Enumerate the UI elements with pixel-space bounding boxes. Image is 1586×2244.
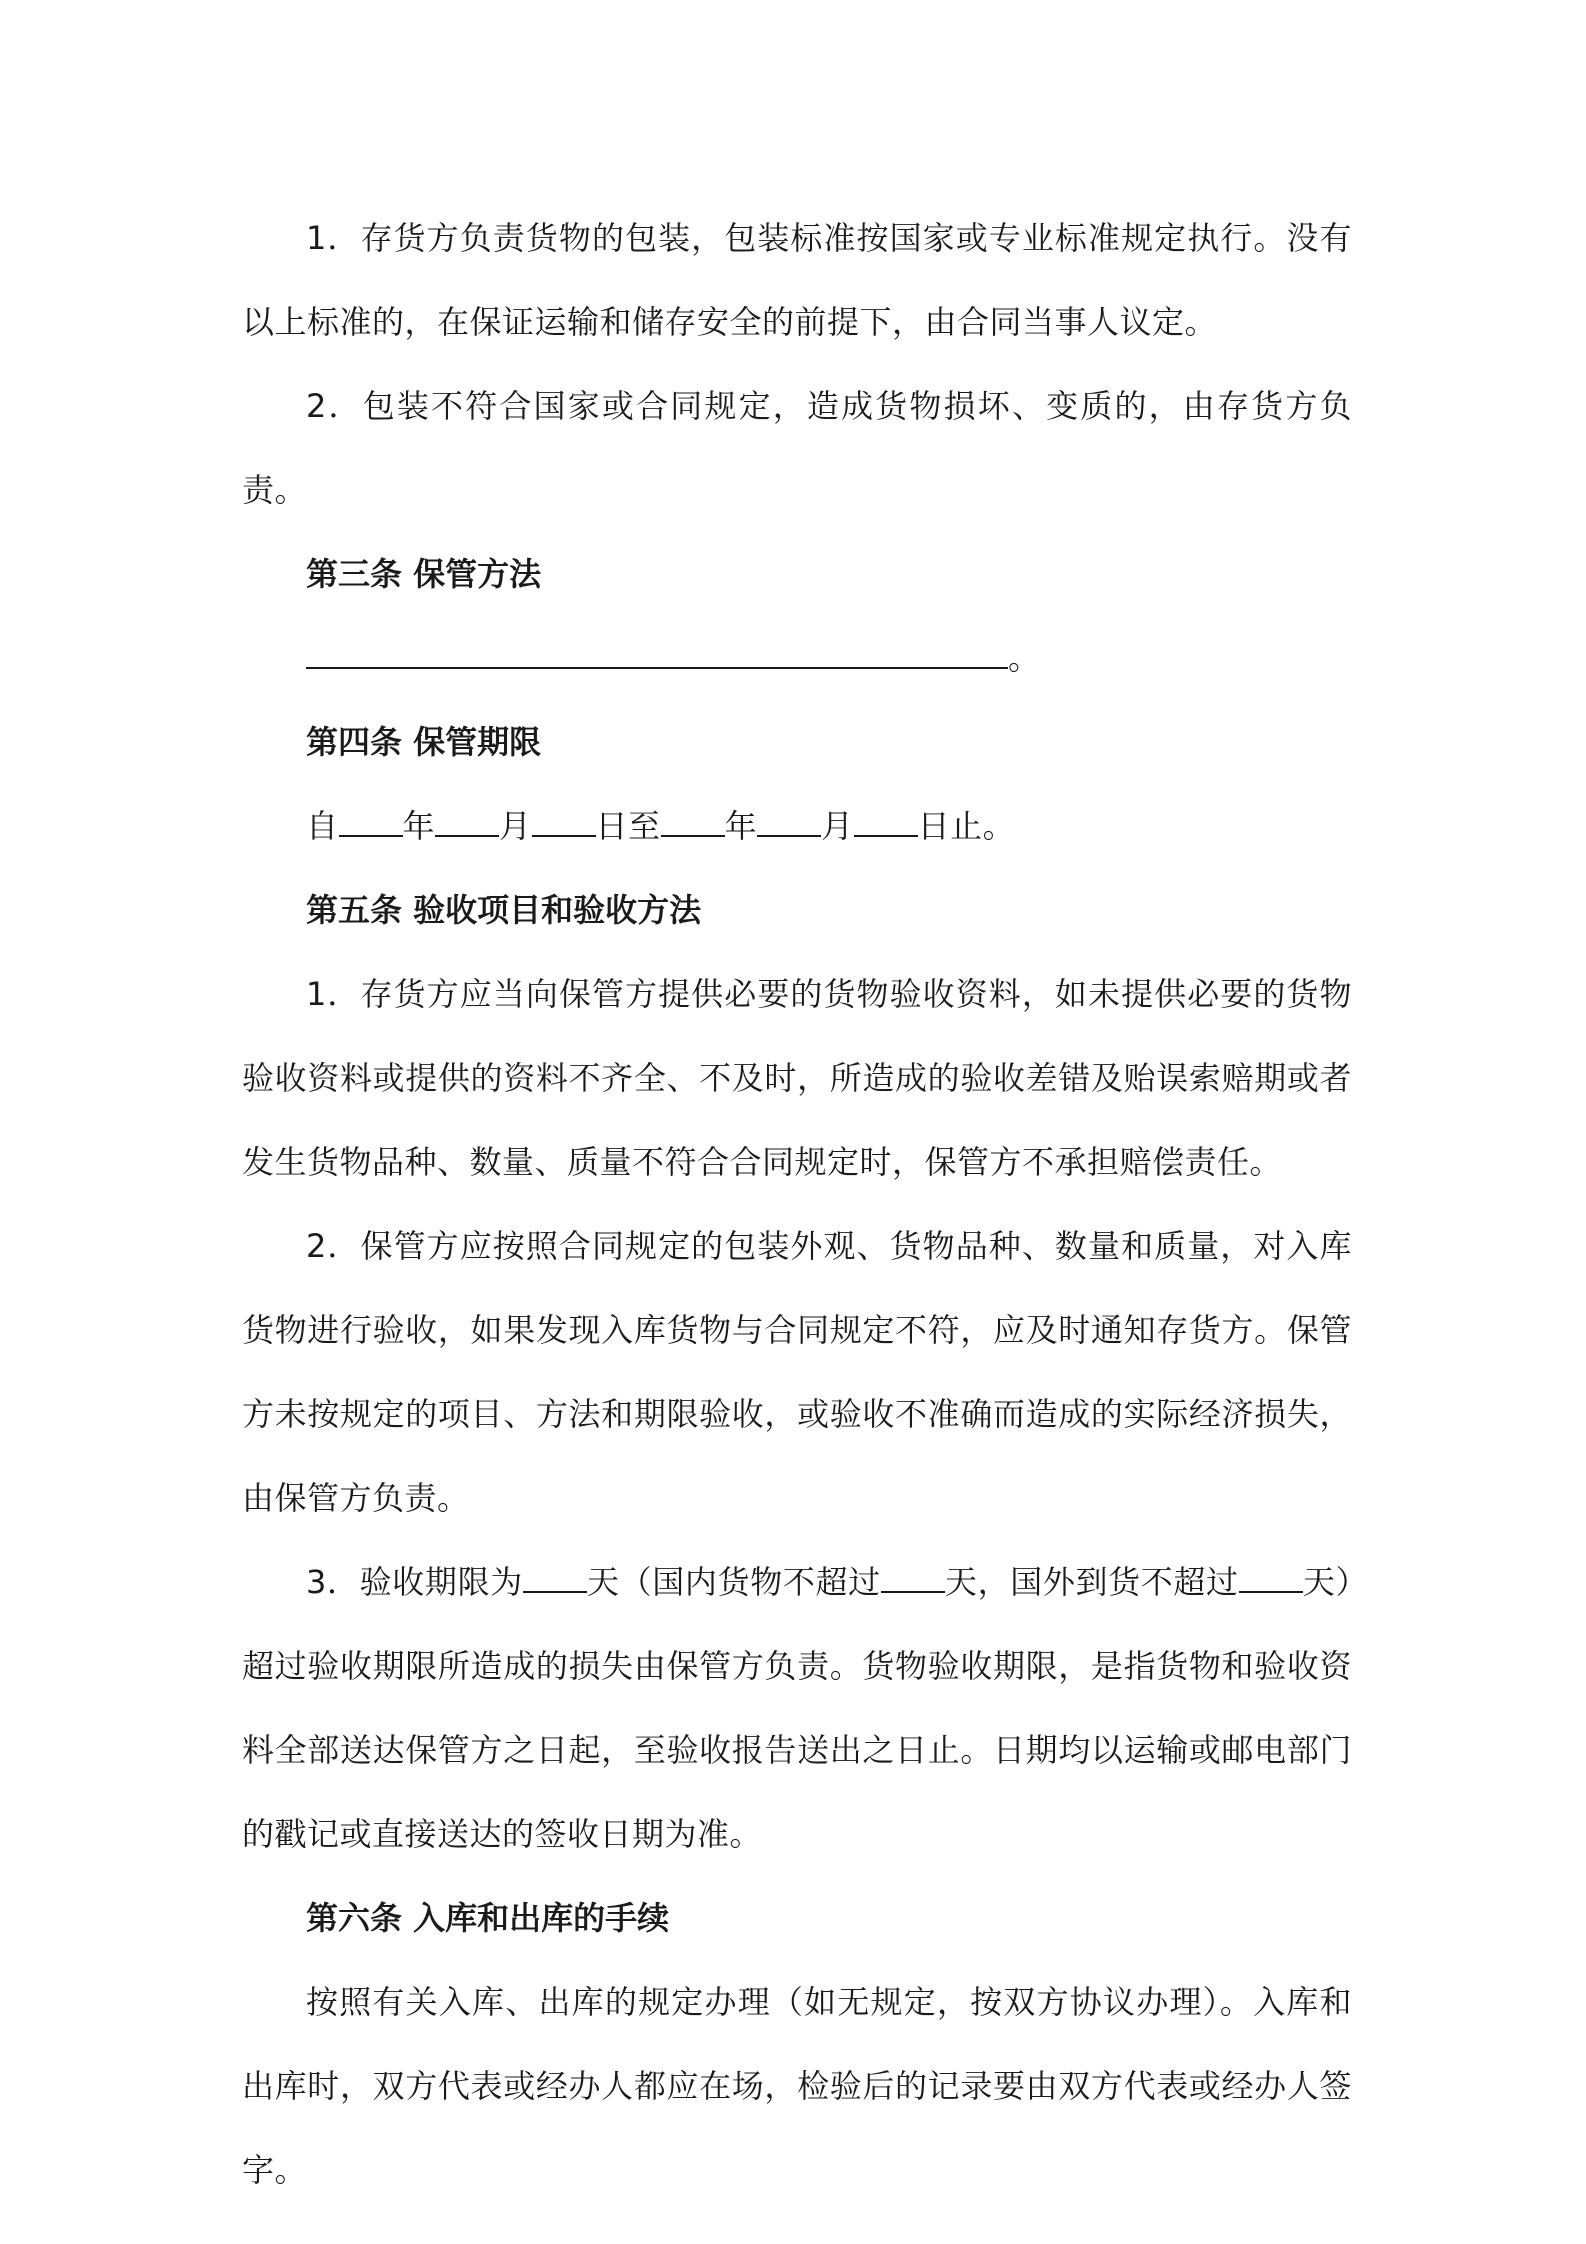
text-from: 自 bbox=[306, 807, 339, 845]
art3-period: 。 bbox=[1008, 639, 1041, 677]
blank-field[interactable] bbox=[339, 805, 403, 837]
art3-blank-line bbox=[242, 616, 1352, 700]
blank-field[interactable] bbox=[881, 1561, 945, 1593]
art5-heading: 第五条 验收项目和验收方法 bbox=[306, 891, 702, 929]
text-fragment: 天）超过验收期限所造成的损失由保管方负责。货物验收期限，是指货物和验收资料全部送达保管方之日起，至验收报告送出之日止。日期均以运输或邮电部门的戳记或直接送达的签收日期为准。 bbox=[242, 1563, 1352, 1853]
text-fragment: 天（国内货物不超过 bbox=[586, 1563, 881, 1601]
text-year: 年 bbox=[724, 807, 758, 845]
text-month: 月 bbox=[499, 807, 532, 845]
text-year: 年 bbox=[402, 807, 436, 845]
text-month: 月 bbox=[821, 807, 854, 845]
art2-item1: 1．存货方负责货物的包装，包装标准按国家或专业标准规定执行。没有以上标准的，在保证运输和储存安全的前提下，由合同当事人议定。 bbox=[242, 219, 1352, 341]
blank-field[interactable] bbox=[306, 637, 1008, 669]
blank-field[interactable] bbox=[435, 805, 499, 837]
document-page bbox=[242, 196, 1352, 2212]
blank-field[interactable] bbox=[757, 805, 821, 837]
text-day-to: 日至 bbox=[595, 807, 661, 845]
art4-period-line bbox=[242, 784, 1352, 868]
text-fragment: 3．验收期限为 bbox=[306, 1563, 523, 1601]
art3-heading: 第三条 保管方法 bbox=[306, 555, 542, 593]
blank-field[interactable] bbox=[523, 1561, 587, 1593]
blank-field[interactable] bbox=[1239, 1561, 1303, 1593]
blank-field[interactable] bbox=[661, 805, 725, 837]
art5-item1: 1．存货方应当向保管方提供必要的货物验收资料，如未提供必要的货物验收资料或提供的资料不齐全、不及时，所造成的验收差错及贻误索赔期或者发生货物品种、数量、质量不符合合同规定时，保管方不承担赔偿责任。 bbox=[242, 975, 1352, 1181]
blank-field[interactable] bbox=[854, 805, 918, 837]
text-day-end: 日止。 bbox=[917, 807, 1016, 845]
blank-field[interactable] bbox=[532, 805, 596, 837]
art2-item2: 2．包装不符合国家或合同规定，造成货物损坏、变质的，由存货方负责。 bbox=[242, 387, 1352, 509]
art4-heading: 第四条 保管期限 bbox=[306, 723, 542, 761]
art6-heading: 第六条 入库和出库的手续 bbox=[306, 1899, 670, 1937]
art6-body: 按照有关入库、出库的规定办理（如无规定，按双方协议办理）。入库和出库时，双方代表或经办人都应在场，检验后的记录要由双方代表或经办人签字。 bbox=[242, 1983, 1352, 2189]
text-fragment: 天，国外到货不超过 bbox=[944, 1563, 1239, 1601]
art5-item3 bbox=[242, 1540, 1352, 1876]
art5-item2: 2．保管方应按照合同规定的包装外观、货物品种、数量和质量，对入库货物进行验收，如果发现入库货物与合同规定不符，应及时通知存货方。保管方未按规定的项目、方法和期限验收，或验收不准确而造成的实际经济损失，由保管方负责。 bbox=[242, 1227, 1352, 1517]
